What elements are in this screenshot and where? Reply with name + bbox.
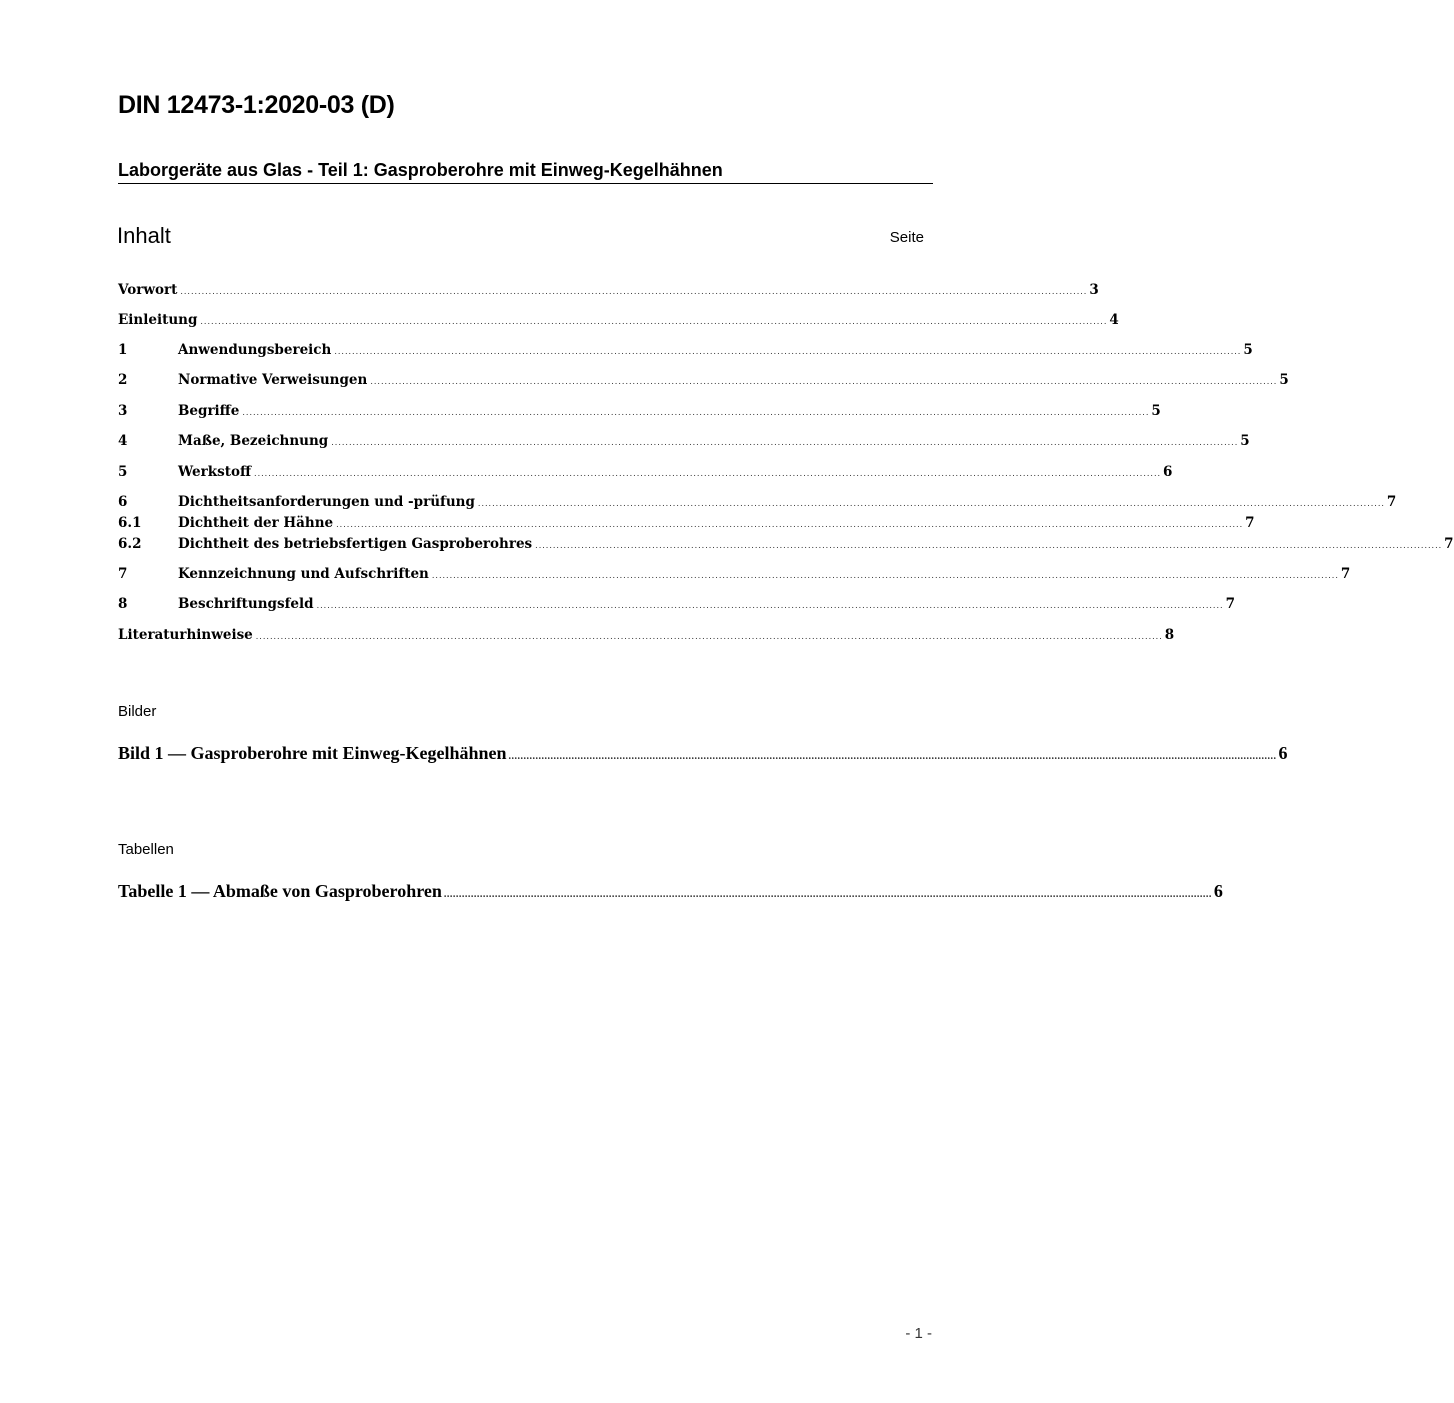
toc-entry-werkstoff[interactable] <box>118 462 1173 482</box>
toc-entry-title: Vorwort <box>118 282 178 298</box>
toc-entry-page: 3 <box>1089 282 1099 298</box>
toc-entry-page: 7 <box>1245 515 1255 531</box>
dot-leader: ................................................................................................................................................................................................................................................................ <box>242 408 1150 417</box>
toc-entry-title: Anwendungsbereich <box>178 342 332 358</box>
toc-entry-number: 7 <box>118 566 128 582</box>
table-entry-tabelle-1[interactable] <box>118 879 1223 903</box>
toc-entry-title: Dichtheit der Hähne <box>178 515 334 531</box>
toc-entry-number: 6 <box>118 494 128 510</box>
toc-entry-page: 5 <box>1240 433 1250 449</box>
toc-entry-number: 5 <box>118 464 128 480</box>
dot-leader: ................................................................................................................................................................................................................................................................ <box>477 499 1385 508</box>
toc-entry-kennzeichnung[interactable] <box>118 564 1351 584</box>
page-column-label: Seite <box>889 229 924 246</box>
toc-entry-number: 6.1 <box>118 515 142 531</box>
toc-entry-page: 6 <box>1163 464 1173 480</box>
toc-entry-page: 5 <box>1279 372 1289 388</box>
dot-leader: ................................................................................................................................................................................................................................................................ <box>254 469 1162 478</box>
toc-entry-normative-verweisungen[interactable] <box>118 370 1289 390</box>
toc-entry-title: Maße, Bezeichnung <box>178 433 329 449</box>
toc-entry-title: Literaturhinweise <box>118 627 253 643</box>
toc-entry-literaturhinweise[interactable] <box>118 625 1175 645</box>
tables-heading: Tabellen <box>118 841 174 858</box>
table-entry-title: Tabelle 1 — Abmaße von Gasproberohren <box>118 881 442 901</box>
toc-entry-number: 1 <box>118 342 128 358</box>
toc-entry-title: Kennzeichnung und Aufschriften <box>178 566 429 582</box>
toc-entry-number: 6.2 <box>118 536 142 552</box>
toc-entry-page: 7 <box>1444 536 1454 552</box>
toc-entry-page: 8 <box>1164 627 1175 643</box>
toc-entry-dichtheit-der-haehne[interactable] <box>118 513 1255 533</box>
toc-entry-vorwort[interactable] <box>118 280 1099 300</box>
toc-entry-dichtheit-gasproberohr[interactable] <box>118 534 1454 554</box>
dot-leader: ................................................................................................................................................................................................................................................................ <box>316 601 1224 610</box>
table-entry-page: 6 <box>1213 881 1223 901</box>
dot-leader: ................................................................................................................................................................................................................................................................ <box>331 438 1239 447</box>
dot-leader: ................................................................................................................................................................................................................................................................ <box>336 520 1244 529</box>
figure-entry-page: 6 <box>1278 743 1288 763</box>
toc-entry-dichtheitsanforderungen[interactable] <box>118 492 1397 512</box>
dot-leader: ................................................................................................................................................................................................................................................................ <box>508 751 1277 762</box>
toc-entry-title: Normative Verweisungen <box>178 372 368 388</box>
dot-leader: ................................................................................................................................................................................................................................................................ <box>180 287 1088 296</box>
figure-entry-title: Bild 1 — Gasproberohre mit Einweg-Kegelhähnen <box>118 743 507 763</box>
dot-leader: ................................................................................................................................................................................................................................................................ <box>255 632 1163 641</box>
toc-entry-page: 4 <box>1109 312 1119 328</box>
toc-entry-number: 4 <box>118 433 128 449</box>
toc-entry-masse-bezeichnung[interactable] <box>118 431 1250 451</box>
toc-entry-number: 8 <box>118 596 128 612</box>
dot-leader: ................................................................................................................................................................................................................................................................ <box>431 571 1339 580</box>
toc-entry-title: Beschriftungsfeld <box>178 596 314 612</box>
toc-heading: Inhalt <box>117 223 171 248</box>
toc-entry-page: 7 <box>1340 566 1351 582</box>
toc-entry-page: 5 <box>1243 342 1253 358</box>
document-title: Laborgeräte aus Glas - Teil 1: Gasproberohre mit Einweg-Kegelhähnen <box>118 158 933 184</box>
toc-entry-title: Werkstoff <box>178 464 252 480</box>
dot-leader: ................................................................................................................................................................................................................................................................ <box>334 347 1242 356</box>
page-number: - 1 - <box>905 1325 932 1342</box>
toc-entry-einleitung[interactable] <box>118 310 1119 330</box>
dot-leader: ................................................................................................................................................................................................................................................................ <box>200 317 1108 326</box>
toc-entry-begriffe[interactable] <box>118 401 1161 421</box>
dot-leader: ................................................................................................................................................................................................................................................................ <box>535 541 1443 550</box>
dot-leader: ................................................................................................................................................................................................................................................................ <box>370 377 1278 386</box>
toc-entry-page: 7 <box>1225 596 1235 612</box>
toc-entry-number: 3 <box>118 403 128 419</box>
document-id: DIN 12473-1:2020-03 (D) <box>118 91 395 119</box>
toc-entry-title: Dichtheit des betriebsfertigen Gasproberohres <box>178 536 533 552</box>
toc-entry-beschriftungsfeld[interactable] <box>118 594 1235 614</box>
toc-entry-title: Dichtheitsanforderungen und -prüfung <box>178 494 475 510</box>
figures-heading: Bilder <box>118 703 157 720</box>
dot-leader: ................................................................................................................................................................................................................................................................ <box>443 889 1212 900</box>
toc-entry-number: 2 <box>118 372 128 388</box>
toc-entry-title: Begriffe <box>178 403 240 419</box>
toc-entry-anwendungsbereich[interactable] <box>118 340 1253 360</box>
toc-entry-page: 5 <box>1151 403 1161 419</box>
figure-entry-bild-1[interactable] <box>118 741 1288 765</box>
toc-entry-page: 7 <box>1386 494 1397 510</box>
toc-entry-title: Einleitung <box>118 312 198 328</box>
